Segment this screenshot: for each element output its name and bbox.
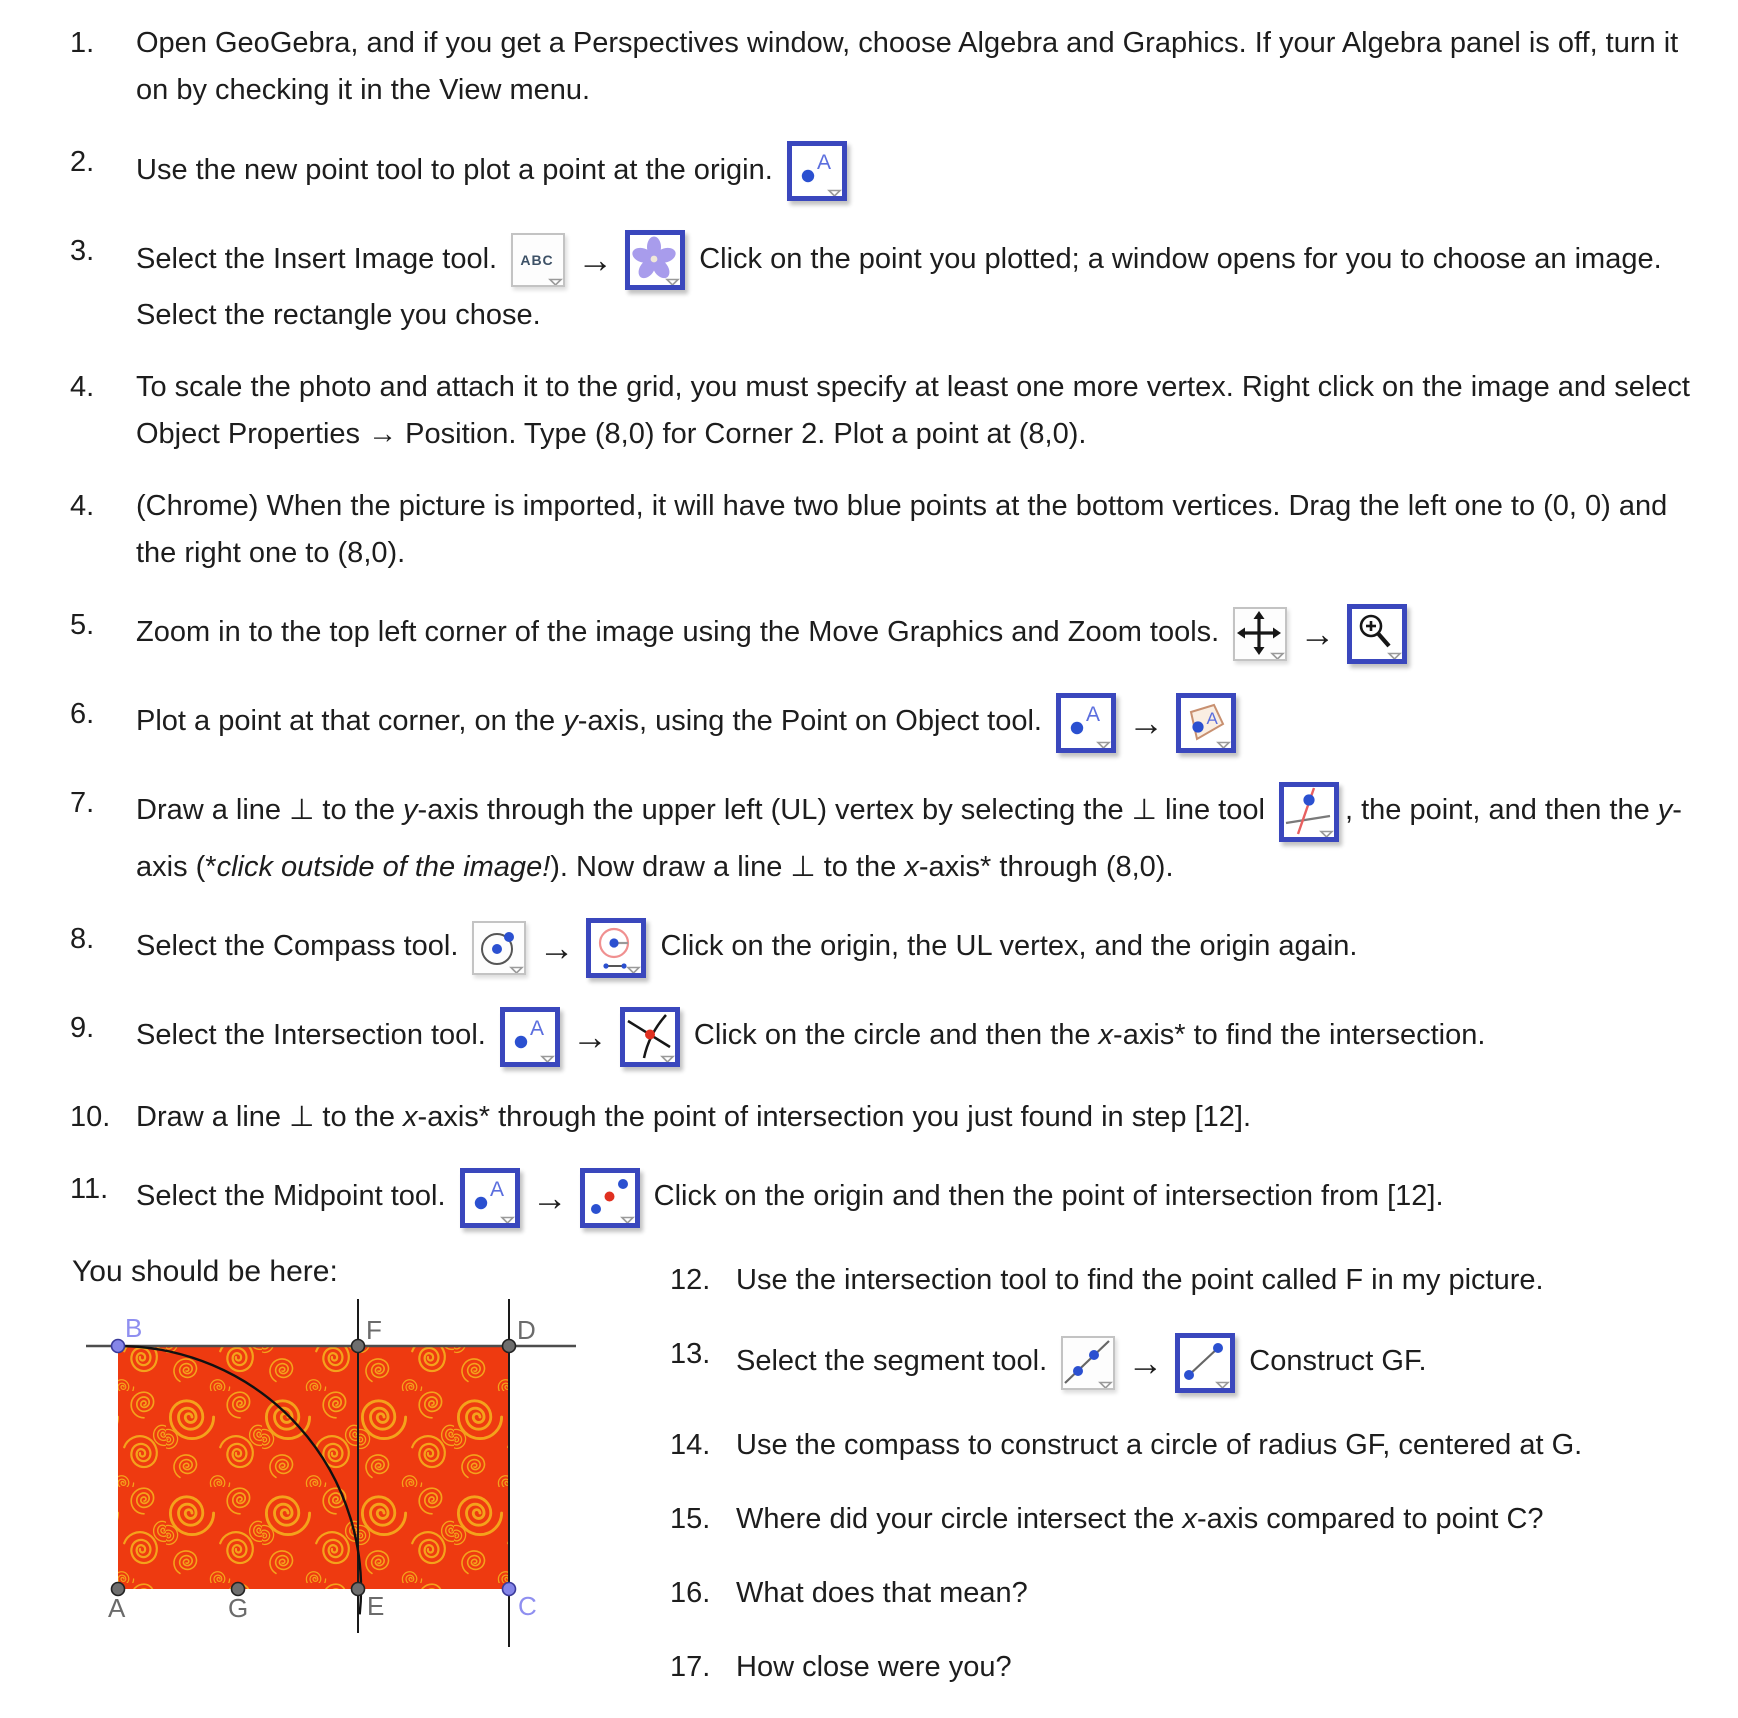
italic-text-run: x (403, 1100, 418, 1133)
figure-point-F[interactable] (352, 1339, 365, 1352)
circle-tool-icon (472, 921, 526, 975)
step-item (70, 1166, 1702, 1230)
step-item (670, 1257, 1702, 1304)
italic-text-run: y (403, 794, 418, 827)
step-number: 4. (70, 370, 95, 403)
text-run: Where did your circle intersect the (736, 1502, 1183, 1535)
svg-text:A: A (529, 1016, 544, 1040)
zoom-tool-icon (1347, 604, 1407, 664)
italic-text-run: click outside of the image! (216, 850, 551, 883)
instruction-column-right (670, 1255, 1702, 1718)
step-text (136, 1015, 1486, 1057)
point-tool-icon (500, 1007, 560, 1067)
point-on-object-tool-icon (1176, 693, 1236, 753)
line-tool-icon (1061, 1336, 1115, 1390)
step-item (70, 1094, 1702, 1141)
italic-text-run: y (1657, 794, 1673, 827)
figure-label-B: B (125, 1312, 143, 1343)
instruction-list-right (670, 1257, 1702, 1691)
step-item (670, 1644, 1702, 1691)
italic-text-run: x (1182, 1502, 1197, 1535)
text-run: Zoom in to the top left corner of the image using the Move Graphics and Zoom tools. (136, 616, 1228, 649)
arrow-right-glyph: → (1299, 612, 1336, 654)
step-number: 10. (70, 1100, 111, 1133)
arrow-right-glyph: → (571, 1015, 608, 1057)
text-run: Draw a line ⊥ to the (136, 794, 404, 827)
step-item (70, 483, 1702, 577)
step-number: 1. (70, 27, 95, 59)
text-run: Select the Compass tool. (136, 930, 467, 963)
step-text (736, 1577, 1028, 1609)
arrow-right-glyph: → (531, 1176, 568, 1218)
step-text (136, 701, 1242, 743)
step-text (736, 1264, 1544, 1296)
step-number: 9. (70, 1011, 95, 1044)
text-run: Select the Midpoint tool. (136, 1180, 454, 1213)
arrow-right-glyph: → (1128, 701, 1165, 743)
step-text (136, 27, 1678, 106)
text-run: Click on the origin and then the point of intersection from [12]. (645, 1180, 1444, 1213)
text-run: Select the Insert Image tool. (136, 242, 506, 275)
svg-text:ABC: ABC (520, 251, 554, 268)
figure-point-D[interactable] (503, 1339, 516, 1352)
step-item (670, 1570, 1702, 1617)
step-text (736, 1429, 1582, 1461)
step-item (70, 228, 1702, 339)
step-item (70, 691, 1702, 755)
arrow-right-glyph: → (1127, 1341, 1164, 1383)
text-run: Select the segment tool. (736, 1345, 1056, 1378)
text-run: -axis (* (136, 794, 1682, 883)
pattern-image-rectangle (118, 1346, 509, 1589)
image-tool-icon (625, 230, 685, 290)
construction-canvas (70, 1295, 590, 1655)
step-item (70, 20, 1702, 114)
text-run: -axis* through (8,0). (918, 850, 1174, 883)
arrow-right-glyph: → (538, 926, 575, 968)
move-graphics-tool-icon (1233, 607, 1287, 661)
step-item (670, 1422, 1702, 1469)
text-run: Click on the point you plotted; a window opens for you to choose an image. Select the rectangle you chose. (136, 242, 1662, 331)
point-tool-icon (1056, 693, 1116, 753)
text-run: To scale the photo and attach it to the grid, you must specify at least one more vertex. Right click on the image and select Object Properties → Position. Type (8,0) for Corner 2. Plot a point at (8,0). (136, 370, 1690, 450)
step-item (70, 780, 1702, 891)
text-run: ). Now draw a line ⊥ to the (550, 850, 905, 883)
step-number: 2. (70, 145, 95, 178)
text-run: Construct GF. (1241, 1345, 1427, 1378)
step-number: 16. (670, 1576, 711, 1609)
figure-label-G: G (228, 1592, 249, 1623)
step-number: 13. (670, 1337, 711, 1370)
step-item (670, 1496, 1702, 1543)
figure-label-C: C (518, 1590, 537, 1621)
italic-text-run: x (1098, 1019, 1114, 1052)
step-text (136, 926, 1358, 968)
figure-column (70, 1255, 670, 1718)
figure-label-E: E (367, 1590, 385, 1621)
step-text (736, 1341, 1427, 1383)
step-text (136, 238, 1662, 331)
text-run: Draw a line ⊥ to the (136, 1100, 404, 1133)
step-text (136, 1176, 1444, 1218)
step-item (70, 916, 1702, 980)
intersection-tool-icon (620, 1007, 680, 1067)
figure-label-F: F (366, 1314, 382, 1345)
text-run: Click on the origin, the UL vertex, and the origin again. (652, 930, 1358, 963)
bottom-section (70, 1255, 1702, 1718)
step-number: 12. (670, 1263, 711, 1296)
text-run: -axis* through the point of intersection you just found in step [12]. (417, 1100, 1251, 1133)
geogebra-construction-figure (70, 1295, 670, 1655)
text-run: (Chrome) When the picture is imported, it will have two blue points at the bottom vertices. Drag the left one to (0, 0) and the right one to (8,0). (136, 489, 1668, 569)
step-number: 4. (70, 489, 95, 522)
svg-text:A: A (489, 1177, 504, 1201)
step-text (136, 1101, 1251, 1133)
step-text (136, 612, 1413, 654)
text-run: Open GeoGebra, and if you get a Perspectives window, choose Algebra and Graphics. If your Algebra panel is off, turn it on by checking it in the View menu. (136, 27, 1679, 106)
midpoint-tool-icon (580, 1168, 640, 1228)
step-number: 11. (70, 1172, 109, 1205)
text-run: -axis compared to point C? (1196, 1502, 1544, 1535)
text-run: Click on the circle and then the (685, 1019, 1099, 1052)
svg-text:A: A (816, 150, 831, 174)
figure-label-A: A (108, 1592, 126, 1623)
step-text (136, 490, 1667, 569)
step-item (70, 1005, 1702, 1069)
italic-text-run: y (563, 705, 578, 738)
step-text (136, 150, 853, 186)
text-run: Use the intersection tool to find the point called F in my picture. (736, 1263, 1544, 1296)
step-item (70, 364, 1702, 458)
step-item (670, 1331, 1702, 1395)
step-item (70, 602, 1702, 666)
step-number: 7. (70, 786, 95, 819)
figure-point-E[interactable] (352, 1582, 365, 1595)
text-run: -axis through the upper left (UL) vertex by selecting the ⊥ line tool (417, 794, 1273, 827)
compass-tool-icon (586, 918, 646, 978)
point-tool-icon (460, 1168, 520, 1228)
step-number: 6. (70, 697, 95, 730)
step-number: 8. (70, 922, 95, 955)
svg-text:A: A (1206, 708, 1218, 728)
step-number: 15. (670, 1502, 711, 1535)
text-run: Use the new point tool to plot a point at the origin. (136, 153, 781, 186)
perpendicular-line-tool-icon (1279, 782, 1339, 842)
text-run: -axis, using the Point on Object tool. (577, 705, 1051, 738)
step-text (736, 1651, 1012, 1683)
figure-caption: You should be here: (72, 1254, 338, 1288)
text-run: Use the compass to construct a circle of radius GF, centered at G. (736, 1428, 1583, 1461)
step-text (136, 794, 1682, 882)
figure-point-C[interactable] (503, 1582, 516, 1595)
text-run: Select the Intersection tool. (136, 1019, 494, 1052)
point-tool-icon (787, 141, 847, 201)
step-number: 17. (670, 1650, 711, 1683)
step-text (136, 371, 1690, 450)
step-item (70, 139, 1702, 203)
text-run: How close were you? (736, 1650, 1012, 1683)
svg-text:A: A (1086, 702, 1101, 726)
step-number: 14. (670, 1428, 711, 1461)
step-text (736, 1503, 1544, 1535)
instruction-list-main (70, 20, 1702, 1230)
segment-tool-icon (1175, 1333, 1235, 1393)
text-run: Plot a point at that corner, on the (136, 705, 564, 738)
step-number: 3. (70, 234, 95, 267)
text-run: , the point, and then the (1344, 794, 1658, 827)
figure-point-B[interactable] (112, 1339, 125, 1352)
figure-label-D: D (517, 1314, 536, 1345)
text-run: -axis* to find the intersection. (1113, 1019, 1486, 1052)
text-tool-icon (511, 233, 565, 287)
step-number: 5. (70, 608, 95, 641)
italic-text-run: x (904, 850, 919, 883)
arrow-right-glyph: → (577, 238, 614, 280)
text-run: What does that mean? (736, 1576, 1028, 1609)
